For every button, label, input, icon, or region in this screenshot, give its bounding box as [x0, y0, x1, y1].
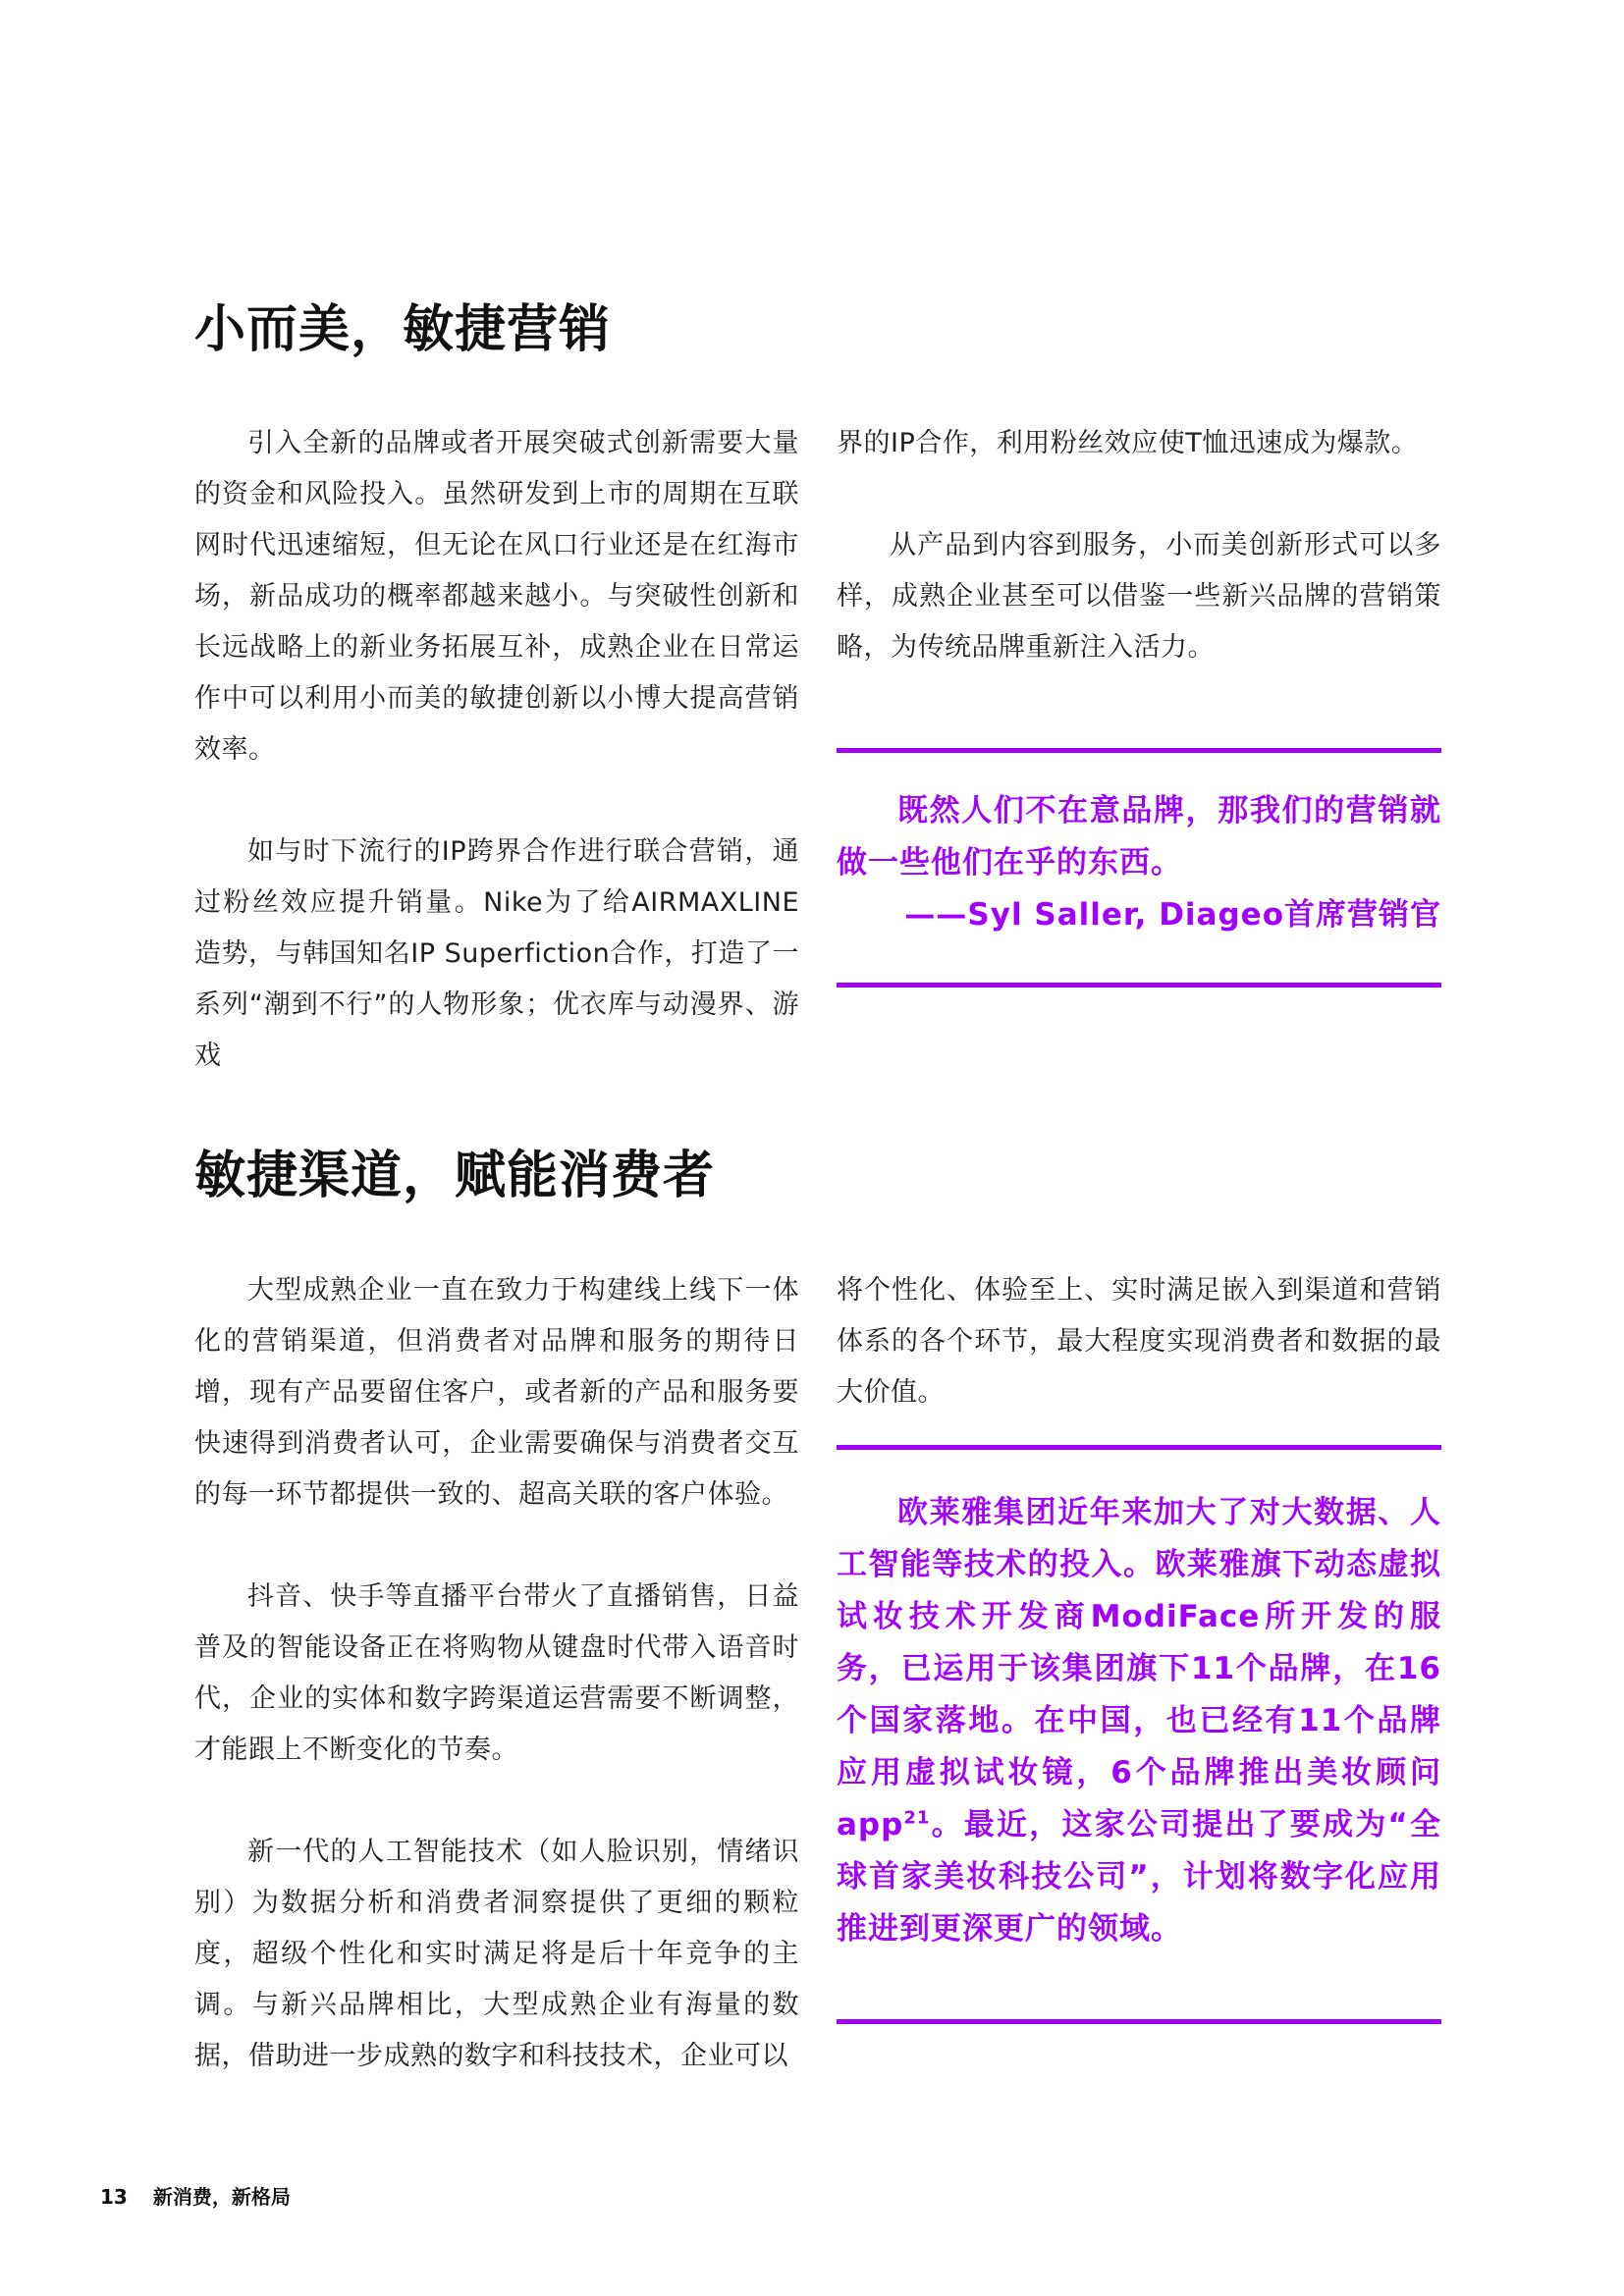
body-paragraph: 从产品到内容到服务，小而美创新形式可以多样，成熟企业甚至可以借鉴一些新兴品牌的营销策略，为传统品牌重新注入活力。	[837, 530, 1441, 663]
footnote-marker: 21	[903, 1807, 931, 1829]
body-paragraph: 抖音、快手等直播平台带火了直播销售，日益普及的智能设备正在将购物从键盘时代带入语音时代，企业的实体和数字跨渠道运营需要不断调整，才能跟上不断变化的节奏。	[194, 1581, 799, 1765]
section2-left-column	[194, 1265, 799, 2082]
page-footer	[100, 2181, 316, 2210]
body-paragraph: 引入全新的品牌或者开展突破式创新需要大量的资金和风险投入。虽然研发到上市的周期在互联网时代迅速缩短，但无论在风口行业还是在红海市场，新品成功的概率都越来越小。与突破性创新和长远战略上的新业务拓展互补，成熟企业在日常运作中可以利用小而美的敏捷创新以小博大提高营销效率。	[194, 428, 799, 765]
section-heading-agile-marketing: 小而美，敏捷营销	[194, 300, 612, 359]
pull-quote-attribution: ——Syl Saller, Diageo首席营销官	[904, 897, 1441, 933]
body-paragraph: 新一代的人工智能技术（如人脸识别，情绪识别）为数据分析和消费者洞察提供了更细的颗粒度，超级个性化和实时满足将是后十年竞争的主调。与新兴品牌相比，大型成熟企业有海量的数据，借助进一步成熟的数字和科技技术，企业可以	[194, 1837, 799, 2071]
report-title: 新消费，新格局	[152, 2185, 291, 2209]
quote-top-rule	[837, 748, 1441, 753]
callout-text-tail: 。最近，这家公司提出了要成为“全球首家美妆科技公司”，计划将数字化应用推进到更深更广的领域。	[837, 1807, 1441, 1947]
callout-text-main: 欧莱雅集团近年来加大了对大数据、人工智能等技术的投入。欧莱雅旗下动态虚拟试妆技术开发商ModiFace所开发的服务，已运用于该集团旗下11个品牌，在16个国家落地。在中国，也已经有11个品牌应用虚拟试妆镜，6个品牌推出美妆顾问app	[837, 1495, 1441, 1842]
callout-bottom-rule	[837, 2019, 1441, 2024]
pull-quote	[837, 785, 1441, 941]
quote-bottom-rule	[837, 983, 1441, 988]
page-number: 13	[100, 2185, 128, 2209]
body-paragraph: 界的IP合作，利用粉丝效应使T恤迅速成为爆款。	[837, 428, 1419, 458]
section2-right-column	[837, 1265, 1441, 1418]
body-paragraph: 大型成熟企业一直在致力于构建线上线下一体化的营销渠道，但消费者对品牌和服务的期待日增，现有产品要留住客户，或者新的产品和服务要快速得到消费者认可，企业需要确保与消费者交互的每一环节都提供一致的、超高关联的客户体验。	[194, 1275, 799, 1510]
callout-text	[837, 1487, 1441, 1955]
callout-box	[837, 1487, 1441, 1955]
callout-top-rule	[837, 1445, 1441, 1450]
body-paragraph: 将个性化、体验至上、实时满足嵌入到渠道和营销体系的各个环节，最大程度实现消费者和数据的最大价值。	[837, 1275, 1441, 1408]
section1-left-column	[194, 418, 799, 1082]
body-paragraph: 如与时下流行的IP跨界合作进行联合营销，通过粉丝效应提升销量。Nike为了给AIRMAXLINE造势，与韩国知名IP Superfiction合作，打造了一系列“潮到不行”的人物形象；优衣库与动漫界、游戏	[194, 836, 799, 1071]
section-heading-agile-channels: 敏捷渠道，赋能消费者	[194, 1147, 716, 1205]
pull-quote-text: 既然人们不在意品牌，那我们的营销就做一些他们在乎的东西。	[837, 793, 1441, 881]
section1-right-column	[837, 418, 1441, 673]
